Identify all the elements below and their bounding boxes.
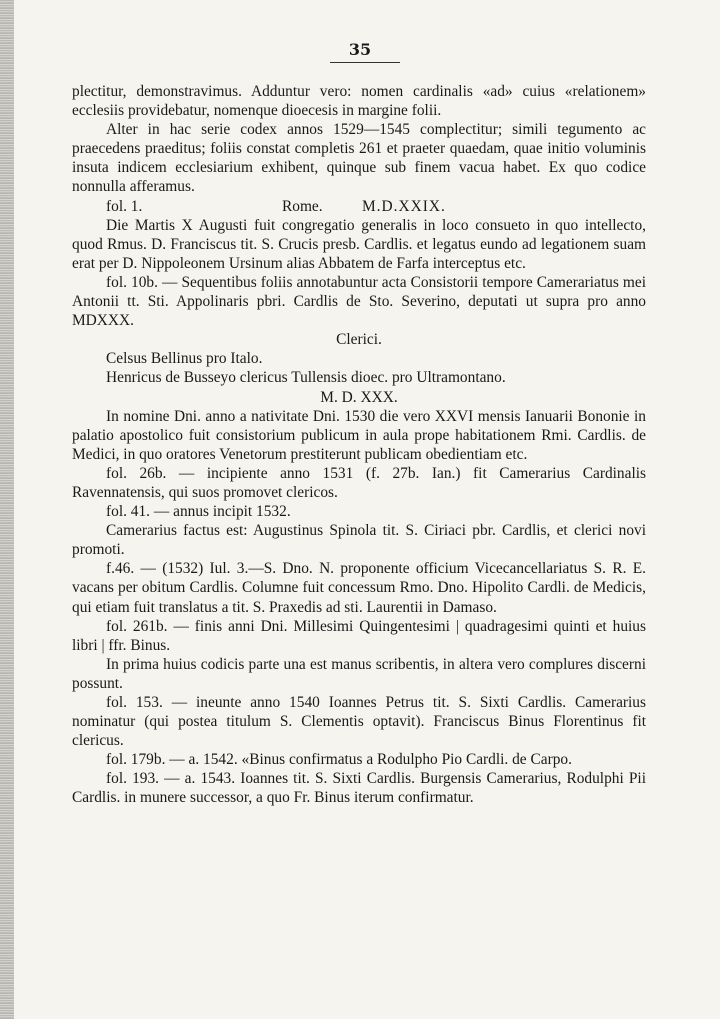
paragraph-entry: fol. 41. — annus incipit 1532. xyxy=(106,503,291,521)
clericus-entry: Celsus Bellinus pro Italo. xyxy=(106,350,263,368)
clericus-entry: Henricus de Busseyo clericus Tullensis dioec. pro Ultramontano. xyxy=(106,369,506,387)
page-number-rule xyxy=(330,62,400,63)
section-heading-year: M. D. XXX. xyxy=(320,388,398,406)
paragraph-entry: fol. 26b. — incipiente anno 1531 (f. 27b. Ian.) fit Camerarius Cardinalis Ravennatensis, qui suos promovet clericos. xyxy=(72,464,646,501)
section-heading-clerici: Clerici. xyxy=(336,331,382,349)
paragraph-continuation: plectitur, demonstravimus. Adduntur vero: nomen cardinalis «ad» cuius «relationem» ecclesiis providebatur, nomenque dioecesis in margine folii. xyxy=(72,83,646,120)
place-name: Rome. xyxy=(282,197,323,215)
paragraph-entry: fol. 193. — a. 1543. Ioannes tit. S. Sixti Cardlis. Burgensis Camerarius, Rodulphi Pii Cardlis. in munere successor, a quo Fr. Binus iterum confirmatur. xyxy=(72,770,646,807)
folio-heading-line xyxy=(72,197,646,216)
year-heading: M.D.XXIX. xyxy=(362,197,446,215)
paragraph-entry: In nomine Dni. anno a nativitate Dni. 1530 die vero XXVI mensis Ianuarii Bononie in palatio apostolico fuit consistorium publicum in aula prope habitationem Rmi. Cardlis. de Medici, in quo oratores Venetorum prestiterunt publicam obedientiam etc. xyxy=(72,407,646,463)
paragraph-entry: Die Martis X Augusti fuit congregatio generalis in loco consueto in quo intellecto, quod Rmus. D. Franciscus tit. S. Crucis presb. Cardlis. et legatus eundo ad legationem suam erat per D. Nippoleonem Ursinum alias Abbatem de Farfa interceptus etc. xyxy=(72,216,646,272)
folio-reference: fol. 1. xyxy=(106,197,143,215)
paragraph-codex-description: Alter in hac serie codex annos 1529—1545 complectitur; simili tegumento ac praecedens praeditus; foliis constat completis 261 et praeter quaedam, quae initio voluminis insuta indicem ecclesiarium exhibent, quinque sub finem vacua habet. Ex quo codice nonnulla afferamus. xyxy=(72,121,646,196)
paragraph-entry: In prima huius codicis parte una est manus scribentis, in altera vero complures discerni possunt. xyxy=(72,655,646,692)
paragraph-entry: f.46. — (1532) Iul. 3.—S. Dno. N. proponente officium Vicecancellariatus S. R. E. vacans per obitum Cardlis. Columne fuit concessum Rmo. Dno. Hipolito Cardli. de Medicis, qui etiam fuit translatus a tit. S. Praxedis ad sti. Laurentii in Damaso. xyxy=(72,560,646,616)
page-number: 35 xyxy=(348,40,372,59)
paragraph-entry: fol. 10b. — Sequentibus foliis annotabuntur acta Consistorii tempore Camerariatus mei Antonii tt. Sti. Appolinaris pbri. Cardlis de Sto. Severino, deputati ut supra pro anno MDXXX. xyxy=(72,273,646,330)
binding-edge xyxy=(0,0,14,1019)
paragraph-entry: fol. 179b. — a. 1542. «Binus confirmatus a Rodulpho Pio Cardli. de Carpo. xyxy=(106,751,572,769)
paragraph-entry: fol. 261b. — finis anni Dni. Millesimi Quingentesimi | quadragesimi quinti et huius libri | ffr. Binus. xyxy=(72,617,646,654)
paragraph-entry: Camerarius factus est: Augustinus Spinola tit. S. Ciriaci pbr. Cardlis, et clerici novi promoti. xyxy=(72,522,646,559)
body-text xyxy=(72,82,646,808)
paragraph-entry: fol. 153. — ineunte anno 1540 Ioannes Petrus tit. S. Sixti Cardlis. Camerarius nominatur (qui postea titulum S. Clementis optavit). Franciscus Binus Florentinus fit clericus. xyxy=(72,694,646,750)
